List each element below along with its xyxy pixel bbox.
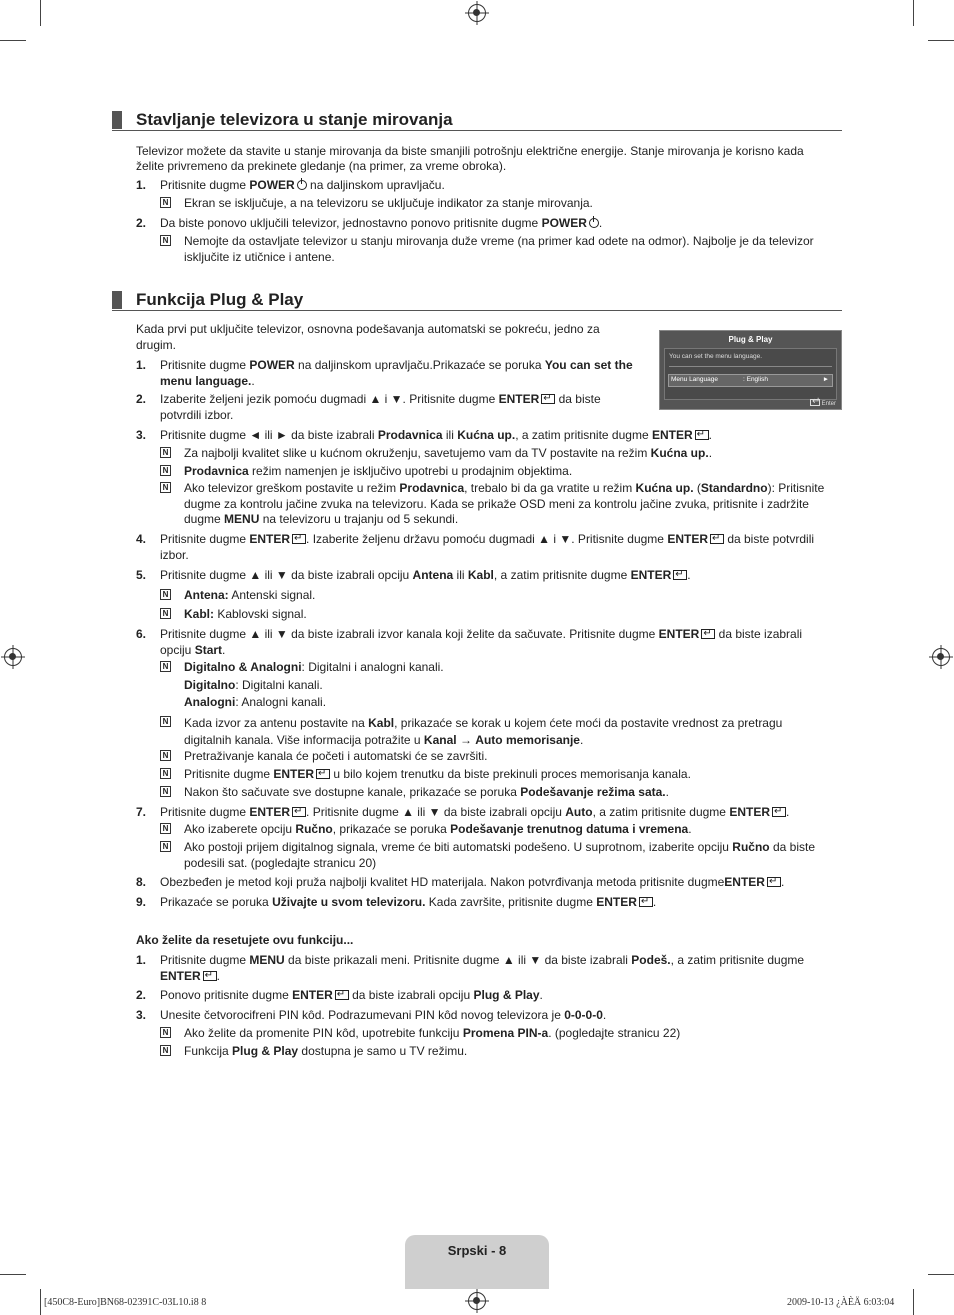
- osd-row-label: Menu Language: [671, 376, 718, 383]
- heading-bar: [112, 111, 122, 129]
- text: Uživajte u svom televizoru.: [272, 895, 426, 909]
- text: POWER: [541, 216, 587, 230]
- osd-title: Plug & Play: [728, 335, 773, 344]
- text: Prodavnica: [377, 428, 443, 442]
- crop-mark: [40, 1289, 41, 1315]
- text: Ako izaberete opciju: [184, 822, 296, 836]
- text: Ako postoji prijem digitalnog signala, vreme će biti automatski podešeno. U suprotnom, izaberite opciju: [184, 840, 733, 854]
- text: na daljinskom upravljaču.: [306, 178, 445, 192]
- text: Obezbeđen je metod koji pruža najbolji kvalitet HD materijala. Nakon potvrđivanja metoda pritisnite dugme: [160, 875, 725, 889]
- text: Prodavnica: [184, 464, 249, 478]
- note-text: Nemojte da ostavljate televizor u stanju mirovanja duže vreme (na primer kad odete na odmor). Najbolje je da televizor: [184, 234, 814, 248]
- text: ENTER: [249, 805, 291, 819]
- text: Prikazaće se poruka: [160, 895, 273, 909]
- text: Pritisnite dugme ▲ ili ▼ da biste izabrali opciju: [160, 568, 413, 582]
- text: režim namenjen je isključivo upotrebi u prodajnim objektima.: [248, 464, 573, 478]
- text: .: [785, 805, 790, 819]
- crop-mark: [928, 40, 954, 41]
- text: Prodavnica: [399, 481, 465, 495]
- text: ENTER: [292, 988, 333, 1002]
- text: : Digitalni i analogni kanali.: [301, 660, 444, 674]
- text: Da biste ponovo uključili televizor, jednostavno ponovo pritisnite dugme: [160, 216, 542, 230]
- text: Pritisnite dugme ▲ ili ▼ da biste izabrali izvor kanala koji želite da sačuvate. Pritisnite dugme: [160, 627, 659, 641]
- step-number: 1.: [136, 178, 147, 192]
- text: Auto: [565, 805, 593, 819]
- note-icon: N: [160, 716, 171, 727]
- note-icon: N: [160, 1045, 171, 1056]
- text: .: [687, 568, 691, 582]
- paragraph: Televizor možete da stavite u stanje mirovanja da biste smanjili potrošnju električne energije. Stanje mirovanja je korisno kada: [136, 144, 804, 158]
- subheading: Ako želite da resetujete ovu funkciju...: [136, 933, 354, 947]
- osd-row-value: : English: [743, 376, 768, 383]
- text: →: [456, 733, 476, 747]
- text: .: [222, 642, 226, 657]
- text: ENTER: [658, 627, 700, 641]
- text: ENTER: [596, 895, 637, 909]
- text: Antena: [412, 568, 454, 582]
- text: Pritisnite dugme: [160, 532, 250, 546]
- text: .: [688, 822, 692, 836]
- text: Pritisnite dugme: [160, 178, 250, 192]
- paragraph: želite privremeno da prekinete gledanje (na primer, za vreme obroka).: [136, 159, 507, 173]
- step-number: 3.: [136, 428, 147, 442]
- page-label: Srpski - 8: [447, 1243, 507, 1258]
- text: Pritisnite dugme: [160, 358, 250, 372]
- text: potvrdili izbor.: [160, 407, 234, 422]
- enter-icon: [292, 534, 306, 544]
- enter-icon: [203, 971, 217, 981]
- power-icon: [297, 180, 307, 190]
- note-icon: N: [160, 235, 171, 246]
- text: POWER: [249, 358, 295, 372]
- text: Izaberite željeni jezik pomoću dugmadi ▲ i ▼. Pritisnite dugme: [160, 392, 499, 406]
- text: .: [665, 785, 669, 799]
- note-text: isključite iz utičnice i antene.: [184, 250, 335, 264]
- text: .: [602, 1008, 607, 1022]
- crop-mark: [928, 1274, 954, 1275]
- text: Standardno: [700, 481, 768, 495]
- crop-mark: [40, 0, 41, 26]
- text: Kanal: [423, 733, 457, 747]
- text: . Pritisnite dugme ▲ ili ▼ da biste izabrali opciju: [306, 805, 566, 819]
- note-icon: N: [160, 768, 171, 779]
- enter-icon: [639, 897, 653, 907]
- print-slug-right: 2009-10-13 ¿ÀÈÄ 6:03:04: [787, 1297, 895, 1308]
- enter-icon: [710, 534, 724, 544]
- text: (: [693, 481, 701, 495]
- text: da biste potvrdili: [723, 532, 815, 546]
- text: ENTER: [498, 392, 540, 406]
- text: ENTER: [724, 875, 765, 889]
- text: opciju: [160, 642, 195, 657]
- osd-panel: [664, 348, 837, 400]
- text: digitalnih kanala. Više informacija potražite u: [184, 733, 424, 747]
- note-text: Pretraživanje kanala će početi i automatski će se završiti.: [184, 749, 488, 763]
- text: Nakon što sačuvate sve dostupne kanale, prikazaće se poruka: [184, 785, 521, 799]
- text: da biste izabrali opciju: [348, 988, 474, 1002]
- text: da biste izabrali: [715, 627, 803, 641]
- note-icon: N: [160, 589, 171, 600]
- note-icon: N: [160, 447, 171, 458]
- text: Kabl: [467, 568, 494, 582]
- text: , a zatim pritisnite dugme: [493, 568, 631, 582]
- step-number: 1.: [136, 358, 147, 372]
- text: menu language.: [160, 373, 252, 388]
- text: Kada završite, pritisnite dugme: [425, 895, 597, 909]
- paragraph: drugim.: [136, 338, 177, 352]
- step-number: 3.: [136, 1008, 147, 1022]
- heading-bar: [112, 291, 122, 309]
- section-heading-plug-and-play: [112, 290, 842, 311]
- text: Pritisnite dugme: [160, 805, 250, 819]
- text: ENTER: [729, 805, 770, 819]
- osd-screen-illustration: [659, 330, 842, 410]
- text: izbor.: [160, 547, 189, 562]
- text: Podeš.: [631, 953, 671, 967]
- text: Pritisnite dugme ◄ ili ► da biste izabrali: [160, 428, 378, 442]
- text: Pritisnite dugme: [160, 953, 250, 967]
- text: .: [598, 216, 603, 230]
- enter-icon: [673, 570, 687, 580]
- note-icon: N: [160, 786, 171, 797]
- text: Antena:: [184, 588, 229, 602]
- text: , a zatim pritisnite dugme: [670, 953, 805, 967]
- text: : Analogni kanali.: [235, 695, 327, 709]
- text: Antenski signal.: [228, 588, 316, 602]
- step-number: 2.: [136, 392, 147, 406]
- note-icon: N: [160, 608, 171, 619]
- page-number-tab: [405, 1235, 549, 1289]
- note-icon: N: [160, 823, 171, 834]
- text: Promena PIN-a: [462, 1026, 549, 1040]
- crop-mark: [913, 1289, 914, 1315]
- step-number: 5.: [136, 568, 147, 582]
- note-icon: N: [160, 1027, 171, 1038]
- text: Kada izvor za antenu postavite na: [184, 716, 369, 730]
- step-number: 4.: [136, 532, 147, 546]
- enter-icon: [335, 990, 349, 1000]
- text: Digitalno & Analogni: [184, 660, 302, 674]
- text: podesili sat. (pogledajte stranicu 20): [184, 855, 377, 870]
- note-icon: N: [160, 750, 171, 761]
- text: da biste: [769, 840, 816, 854]
- text: ili: [442, 428, 458, 442]
- step-number: 2.: [136, 988, 147, 1002]
- print-slug-left: [450C8-Euro]BN68-02391C-03L10.i8 8: [44, 1297, 207, 1308]
- text: Funkcija: [184, 1044, 233, 1058]
- step-number: 2.: [136, 216, 147, 230]
- text: .: [216, 968, 221, 983]
- text: da biste: [555, 392, 601, 406]
- section-title: Funkcija Plug & Play: [136, 290, 304, 309]
- enter-icon: [695, 430, 709, 440]
- crop-mark: [0, 1274, 26, 1275]
- text: .: [251, 373, 255, 388]
- text: Kućna up.: [650, 446, 709, 460]
- text: Plug & Play: [232, 1044, 299, 1058]
- note-icon: N: [160, 482, 171, 493]
- text: , a zatim pritisnite dugme: [515, 428, 652, 442]
- registration-mark-icon: [468, 4, 486, 22]
- osd-message: You can set the menu language.: [669, 353, 762, 360]
- text: .: [708, 428, 712, 442]
- section-heading-standby: [112, 110, 842, 131]
- text: ENTER: [667, 532, 708, 546]
- text: Plug & Play: [473, 988, 540, 1002]
- text: .: [579, 733, 584, 747]
- note-text: Ekran se isključuje, a na televizoru se uključuje indikator za stanje mirovanja.: [184, 196, 593, 210]
- text: Ručno: [732, 840, 770, 854]
- text: Start: [194, 642, 223, 657]
- text: Kabl: [368, 716, 395, 730]
- enter-icon: [316, 769, 330, 779]
- enter-icon: [767, 877, 781, 887]
- enter-icon: [541, 394, 555, 404]
- text: . (pogledajte stranicu 22): [548, 1026, 681, 1040]
- text: ): Pritisnite: [767, 481, 825, 495]
- text: Ručno: [295, 822, 333, 836]
- note-icon: N: [160, 465, 171, 476]
- text: .: [652, 895, 657, 909]
- osd-enter-hint: [808, 399, 836, 407]
- text: POWER: [249, 178, 295, 192]
- text: 0-0-0-0: [564, 1008, 603, 1022]
- text: na televizoru u trajanju od 5 sekundi.: [259, 512, 459, 526]
- text: .: [780, 875, 785, 889]
- registration-mark-icon: [4, 648, 22, 666]
- text: ENTER: [630, 568, 672, 582]
- text: .: [708, 446, 713, 460]
- text: .: [539, 988, 543, 1002]
- text: ENTER: [273, 767, 315, 781]
- text: Ako želite da promenite PIN kôd, upotrebite funkciju: [184, 1026, 463, 1040]
- text: Ponovo pritisnite dugme: [160, 988, 293, 1002]
- enter-icon: [772, 807, 786, 817]
- text: Unesite četvorocifreni PIN kôd. Podrazumevani PIN kôd novog televizora je: [160, 1008, 565, 1022]
- text: Ako televizor greškom postavite u režim: [184, 481, 400, 495]
- crop-mark: [913, 0, 914, 26]
- osd-enter-label: Enter: [821, 401, 836, 407]
- enter-icon: [292, 807, 306, 817]
- step-number: 1.: [136, 953, 147, 967]
- text: , prikazaće se poruka: [332, 822, 451, 836]
- text: MENU: [249, 953, 285, 967]
- text: Analogni: [184, 695, 236, 709]
- registration-mark-icon: [468, 1292, 486, 1310]
- text: Za najbolji kvalitet slike u kućnom okruženju, savetujemo vam da TV postavite na režim: [184, 446, 651, 460]
- section-title: Stavljanje televizora u stanje mirovanja: [136, 110, 453, 129]
- text: ENTER: [160, 968, 201, 983]
- text: u bilo kojem trenutku da biste prekinuli proces memorisanja kanala.: [330, 767, 691, 781]
- text: ENTER: [651, 428, 693, 442]
- power-icon: [589, 218, 599, 228]
- crop-mark: [0, 40, 26, 41]
- text: ili: [453, 568, 468, 582]
- enter-icon: [810, 399, 820, 406]
- step-number: 9.: [136, 895, 147, 909]
- text: da biste prikazali meni. Pritisnite dugme ▲ ili ▼ da biste izabrali: [284, 953, 632, 967]
- text: , trebalo bi da ga vratite u režim: [464, 481, 636, 495]
- text: Podešavanje režima sata.: [520, 785, 666, 799]
- arrow-right-icon: ►: [822, 376, 829, 383]
- osd-menu-language-row: [668, 374, 833, 387]
- divider: [669, 366, 832, 367]
- text: dugme: [184, 512, 225, 526]
- text: Kabl:: [184, 607, 214, 621]
- text: , prikazaće se korak u kojem ćete moći da postavite vrednost za pretragu: [394, 716, 783, 730]
- enter-icon: [701, 629, 715, 639]
- step-number: 7.: [136, 805, 147, 819]
- text: . Izaberite željenu državu pomoću dugmadi ▲ i ▼. Pritisnite dugme: [306, 532, 668, 546]
- text: Kućna up.: [457, 428, 516, 442]
- text: Kućna up.: [635, 481, 694, 495]
- text: MENU: [224, 512, 260, 526]
- step-number: 8.: [136, 875, 147, 889]
- note-icon: N: [160, 841, 171, 852]
- text: dostupna je samo u TV režimu.: [298, 1044, 468, 1058]
- text: Pritisnite dugme: [184, 767, 274, 781]
- paragraph: Kada prvi put uključite televizor, osnovna podešavanja automatski se pokreću, jedno za: [136, 322, 600, 336]
- note-icon: N: [160, 197, 171, 208]
- step-number: 6.: [136, 627, 147, 641]
- text: Kablovski signal.: [214, 607, 307, 621]
- text: : Digitalni kanali.: [235, 677, 323, 692]
- text: na daljinskom upravljaču.Prikazaće se poruka: [294, 358, 545, 372]
- text: dugme za kontrolu jačine zvuka na televizoru. Kada se prikaže OSD meni za kontrolu jačine zvuka, pritisnite i zadržite: [184, 496, 809, 511]
- text: ENTER: [249, 532, 291, 546]
- text: , a zatim pritisnite dugme: [592, 805, 730, 819]
- registration-mark-icon: [932, 648, 950, 666]
- text: You can set the: [544, 358, 633, 372]
- note-icon: N: [160, 661, 171, 672]
- text: Digitalno: [184, 677, 236, 692]
- text: Auto memorisanje: [475, 733, 580, 747]
- text: Podešavanje trenutnog datuma i vremena: [450, 822, 689, 836]
